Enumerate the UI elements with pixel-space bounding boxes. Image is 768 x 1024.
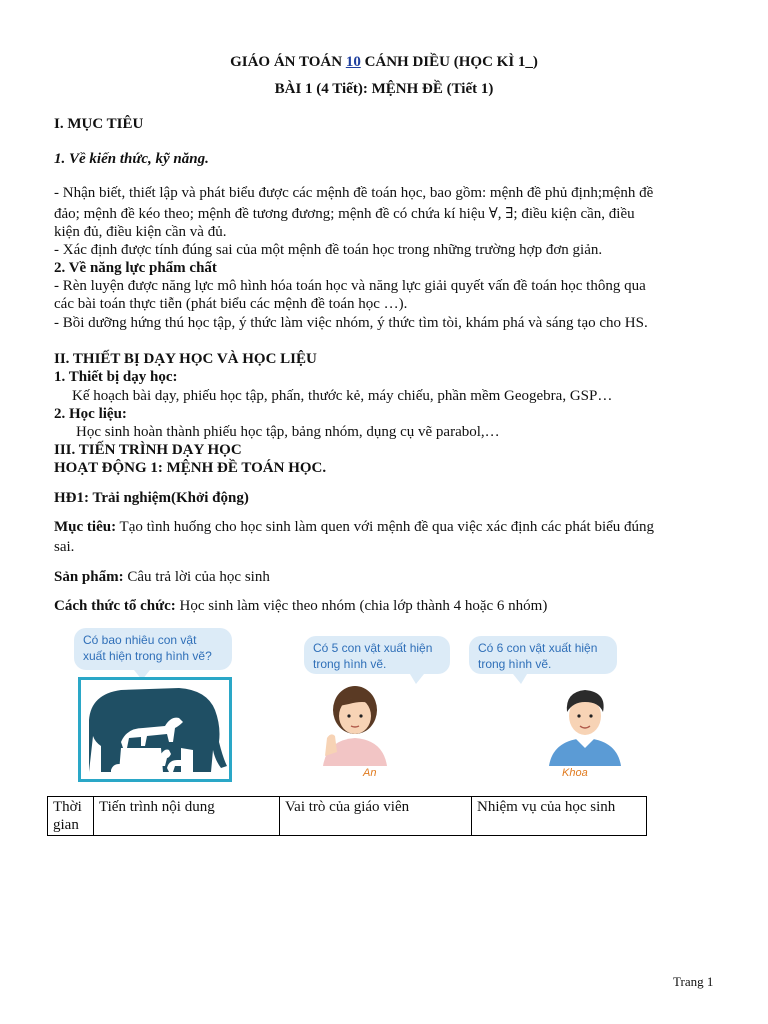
goal-text: Tạo tình huống cho học sinh làm quen với mệnh đề qua việc xác định các phát biểu đúng: [116, 519, 655, 535]
table-header-content: Tiến trình nội dung: [94, 797, 280, 836]
table-header-text: gian: [53, 817, 79, 833]
bubble-text: xuất hiện trong hình vẽ?: [83, 649, 212, 663]
bubble-text: Có 5 con vật xuất hiện: [313, 641, 433, 655]
product-label: Sản phẩm:: [54, 569, 124, 585]
table-header-time: [48, 797, 94, 836]
lesson-title: BÀI 1 (4 Tiết): MỆNH ĐỀ (Tiết 1): [274, 81, 494, 97]
title-text-end: CÁNH DIỀU (HỌC KÌ 1_): [360, 54, 538, 70]
title-grade-number: 10: [345, 54, 361, 70]
goal-label: Mục tiêu:: [54, 519, 117, 535]
elephant-animals-illustration: [81, 680, 229, 779]
document-title: [0, 53, 768, 71]
section-3-heading: III. TIẾN TRÌNH DẠY HỌC: [54, 442, 242, 458]
paragraph-line: kiện đủ, điều kiện cần và đủ.: [54, 224, 227, 240]
question-bubble: [74, 628, 232, 670]
paragraph-line: Học sinh hoàn thành phiếu học tập, bảng nhóm, dụng cụ vẽ parabol,…: [76, 424, 500, 440]
goal-line-2: sai.: [54, 539, 75, 555]
an-speech-bubble: [304, 636, 450, 674]
an-name-caption: An: [363, 767, 377, 779]
girl-an-illustration: [315, 682, 395, 766]
section-1-sub-1: 1. Về kiến thức, kỹ năng.: [54, 151, 209, 167]
khoa-speech-bubble: [469, 636, 617, 674]
khoa-name-caption: Khoa: [562, 767, 588, 779]
method-line: [54, 597, 547, 615]
page-number: Trang 1: [673, 974, 714, 989]
paragraph-line: - Rèn luyện được năng lực mô hình hóa toán học và năng lực giải quyết vấn đề toán học thông qua: [54, 278, 646, 294]
table-header-text: Thời: [53, 799, 82, 815]
section-1-heading: I. MỤC TIÊU: [54, 116, 144, 132]
method-label: Cách thức tổ chức:: [54, 598, 176, 614]
paragraph-line: Kế hoạch bài dạy, phiếu học tập, phấn, thước kẻ, máy chiếu, phần mềm Geogebra, GSP…: [72, 388, 613, 404]
bubble-text: trong hình vẽ.: [478, 657, 552, 671]
bubble-text: trong hình vẽ.: [313, 657, 387, 671]
goal-line: [54, 518, 654, 536]
section-2-heading: II. THIẾT BỊ DẠY HỌC VÀ HỌC LIỆU: [54, 351, 317, 367]
paragraph-line: đảo; mệnh đề kéo theo; mệnh đề tương đương; mệnh đề có chứa kí hiệu ∀, ∃; điều kiện cần, điều: [54, 206, 635, 222]
paragraph-line: - Nhận biết, thiết lập và phát biểu được các mệnh đề toán học, bao gồm: mệnh đề phủ định;mệnh đề: [54, 185, 654, 201]
product-text: Câu trả lời của học sinh: [123, 569, 270, 585]
boy-khoa-illustration: [545, 682, 625, 766]
section-2-sub-2: 2. Học liệu:: [54, 406, 127, 422]
title-text: GIÁO ÁN TOÁN: [230, 54, 346, 70]
paragraph-line: - Xác định được tính đúng sai của một mệnh đề toán học trong những trường hợp đơn giản.: [54, 242, 603, 258]
method-text: Học sinh làm việc theo nhóm (chia lớp thành 4 hoặc 6 nhóm): [175, 598, 548, 614]
section-2-sub-1: 1. Thiết bị dạy học:: [54, 369, 178, 385]
paragraph-line: các bài toán thực tiễn (phát biểu các mệnh đề toán học …).: [54, 296, 408, 312]
table-header-teacher: Vai trò của giáo viên: [280, 797, 472, 836]
lesson-plan-table: [47, 796, 647, 836]
hd1-heading: HĐ1: Trải nghiệm(Khởi động): [54, 490, 249, 506]
table-header-student: Nhiệm vụ của học sinh: [472, 797, 647, 836]
table-row: [48, 797, 647, 836]
product-line: [54, 568, 270, 586]
paragraph-line: - Bồi dưỡng hứng thú học tập, ý thức làm việc nhóm, ý thức tìm tòi, khám phá và sáng tạo cho HS.: [54, 315, 648, 331]
animal-picture-frame: [78, 677, 232, 782]
activity-heading: HOẠT ĐỘNG 1: MỆNH ĐỀ TOÁN HỌC.: [54, 460, 327, 476]
section-1-sub-2: 2. Về năng lực phẩm chất: [54, 260, 217, 276]
bubble-text: Có bao nhiêu con vật: [83, 633, 197, 647]
bubble-text: Có 6 con vật xuất hiện: [478, 641, 598, 655]
